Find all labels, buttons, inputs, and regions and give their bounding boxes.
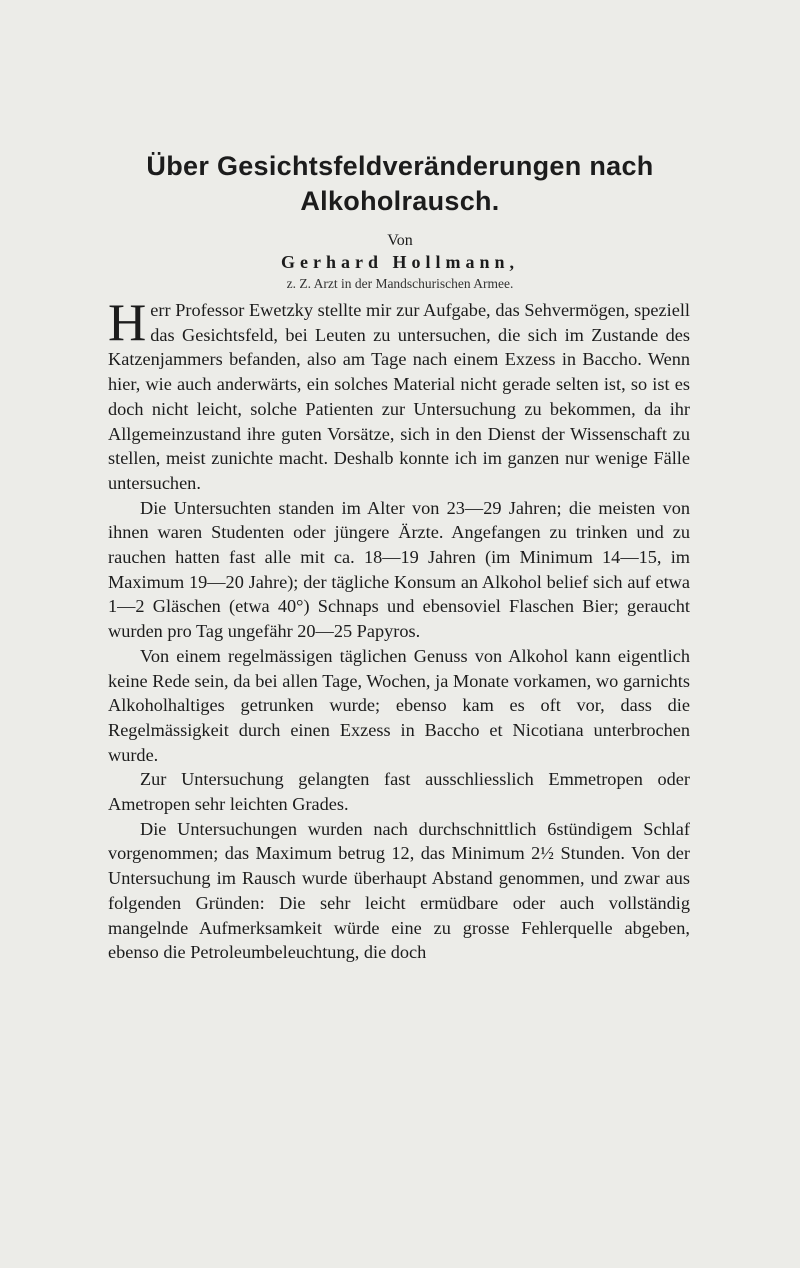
byline-von: Von xyxy=(387,232,413,249)
drop-cap: H xyxy=(108,294,147,352)
paragraph-1 xyxy=(108,294,690,496)
author-affiliation: z. Z. Arzt in der Mandschurischen Armee. xyxy=(286,276,514,291)
author-name: Gerhard Hollmann, xyxy=(280,252,519,272)
paragraph-1-text: err Professor Ewetzky stellte mir zur Aufgabe, das Sehvermögen, speziell das Gesichtsfeld, bei Leuten zu untersuchen, die sich im Zustande des Katzenjammers befanden, also am Tage nach einem Exzess in Baccho. Wenn hier, wie auch anderwärts, ein solches Material nicht gerade selten ist, so ist es doch nicht leicht, solche Patienten zur Untersuchung zu bekommen, da ihr Allgemeinzustand ihre guten Vorsätze, sich in den Dienst der Wissenschaft zu stellen, meist zunichte macht. Deshalb konnte ich im ganzen nur wenige Fälle untersuchen. xyxy=(108,300,690,493)
paragraph-2: Die Untersuchten standen im Alter von 23—29 Jahren; die meisten von ihnen waren Studenten oder jüngere Ärzte. Angefangen zu trinken und zu rauchen hatten fast alle mit ca. 18—19 Jahren (im Minimum 14—15, im Maximum 19—20 Jahre); der tägliche Konsum an Alkohol belief sich auf etwa 1—2 Gläschen (etwa 40°) Schnaps und ebensoviel Flaschen Bier; geraucht wurden pro Tag ungefähr 20—25 Papyros. xyxy=(108,497,690,642)
article-body xyxy=(108,294,690,965)
title-line-1: Über Gesichtsfeldveränderungen nach xyxy=(146,151,654,181)
paragraph-3: Von einem regelmässigen täglichen Genuss von Alkohol kann eigentlich keine Rede sein, da bei allen Tage, Wochen, ja Monate vorkamen, wo garnichts Alkoholhaltiges getrunken wurde; ebenso kam es oft vor, dass die Regelmässigkeit durch einen Exzess in Baccho et Nicotiana unterbrochen wurde. xyxy=(108,645,690,765)
paragraph-4: Zur Untersuchung gelangten fast ausschliesslich Emmetropen oder Ametropen sehr leichten Grades. xyxy=(108,769,690,815)
paragraph-5: Die Untersuchungen wurden nach durchschnittlich 6stündigem Schlaf vorgenommen; das Maximum betrug 12, das Minimum 2½ Stunden. Von der Untersuchung im Rausch wurde überhaupt Abstand genommen, und zwar aus folgenden Gründen: Die sehr leicht ermüdbare oder auch vollständig mangelnde Aufmerksamkeit würde eine zu grosse Fehlerquelle abgeben, ebenso die Petroleumbeleuchtung, die doch xyxy=(108,818,690,963)
title-line-2: Alkoholrausch. xyxy=(300,186,500,216)
